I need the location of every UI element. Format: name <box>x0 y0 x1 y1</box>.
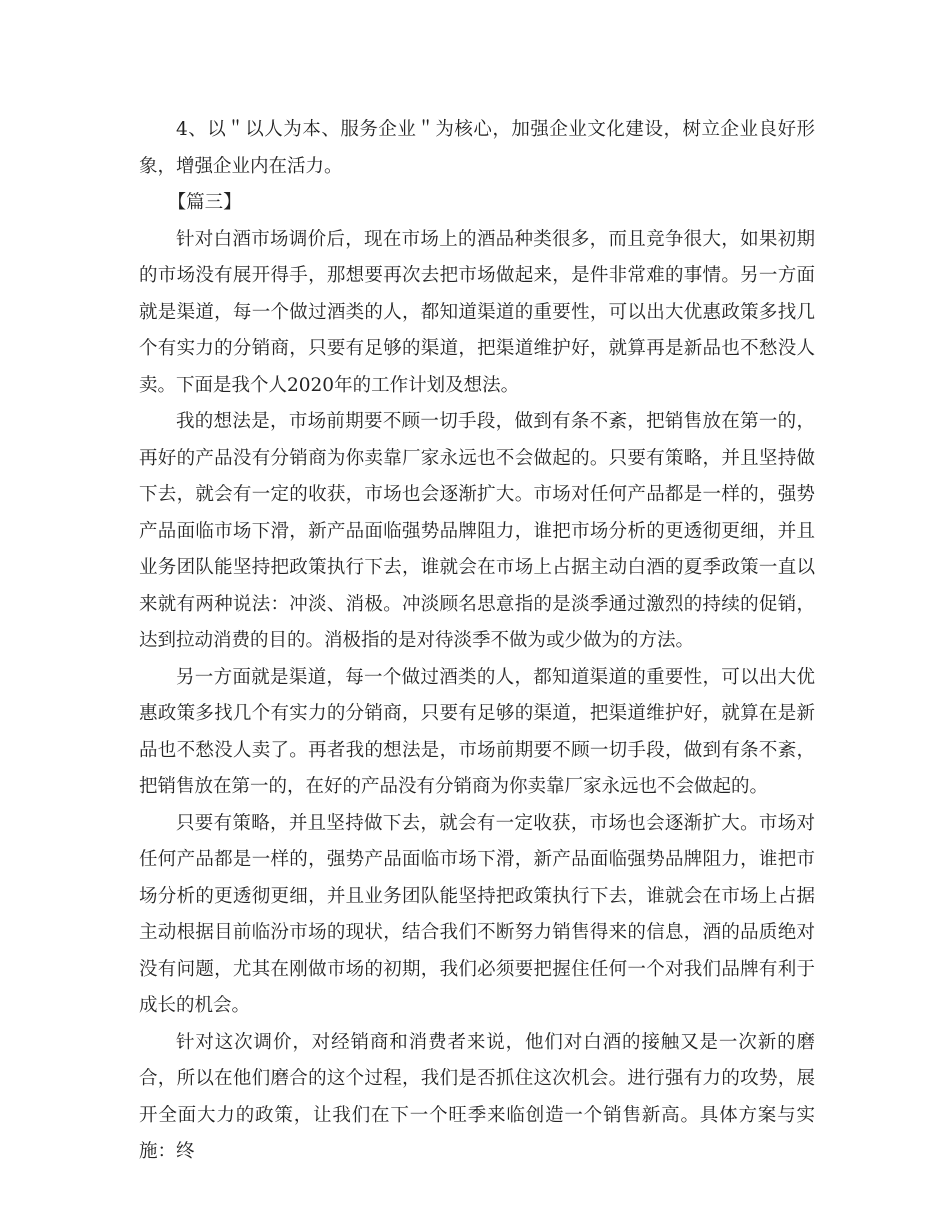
paragraph-my-idea: 我的想法是，市场前期要不顾一切手段，做到有条不紊，把销售放在第一的，再好的产品没有分销商为你卖靠厂家永远也不会做起的。只要有策略，并且坚持做下去，就会有一定的收获，市场也会逐渐扩大。市场对任何产品都是一样的，强势产品面临市场下滑，新产品面临强势品牌阻力，谁把市场分析的更透彻更细，并且业务团队能坚持把政策执行下去，谁就会在市场上占据主动白酒的夏季政策一直以来就有两种说法：冲淡、消极。冲淡顾名思意指的是淡季通过激烈的持续的促销，达到拉动消费的目的。消极指的是对待淡季不做为或少做为的方法。 <box>139 411 815 651</box>
paragraph-market-intro: 针对白酒市场调价后，现在市场上的酒品种类很多，而且竞争很大，如果初期的市场没有展开得手，那想要再次去把市场做起来，是件非常难的事情。另一方面就是渠道，每一个做过酒类的人，都知道渠道的重要性，可以出大优惠政策多找几个有实力的分销商，只要有足够的渠道，把渠道维护好，就算再是新品也不愁没人卖。下面是我个人2020年的工作计划及想法。 <box>139 228 815 396</box>
paragraph-strategy: 只要有策略，并且坚持做下去，就会有一定收获，市场也会逐渐扩大。市场对任何产品都是一样的，强势产品面临市场下滑，新产品面临强势品牌阻力，谁把市场分析的更透彻更细，并且业务团队能坚持把政策执行下去，谁就会在市场上占据主动根据目前临汾市场的现状，结合我们不断努力销售得来的信息，酒的品质绝对没有问题，尤其在刚做市场的初期，我们必须要把握住任何一个对我们品牌有利于成长的机会。 <box>139 812 815 1016</box>
document-body <box>139 112 815 1171</box>
paragraph-culture-core: 4、以＂以人为本、服务企业＂为核心，加强企业文化建设，树立企业良好形象，增强企业内在活力。 <box>139 119 815 177</box>
paragraph-price-adjustment: 针对这次调价，对经销商和消费者来说，他们对白酒的接触又是一次新的磨合，所以在他们磨合的这个过程，我们是否抓住这次机会。进行强有力的攻势，展开全面大力的政策，让我们在下一个旺季来临创造一个销售新高。具体方案与实施：终 <box>139 1031 815 1162</box>
paragraph-channels: 另一方面就是渠道，每一个做过酒类的人，都知道渠道的重要性，可以出大优惠政策多找几个有实力的分销商，只要有足够的渠道，把渠道维护好，就算在是新品也不愁没人卖了。再者我的想法是，市场前期要不顾一切手段，做到有条不紊，把销售放在第一的，在好的产品没有分销商为你卖靠厂家永远也不会做起的。 <box>139 666 815 797</box>
section-heading-part-three: 【篇三】 <box>167 192 242 213</box>
